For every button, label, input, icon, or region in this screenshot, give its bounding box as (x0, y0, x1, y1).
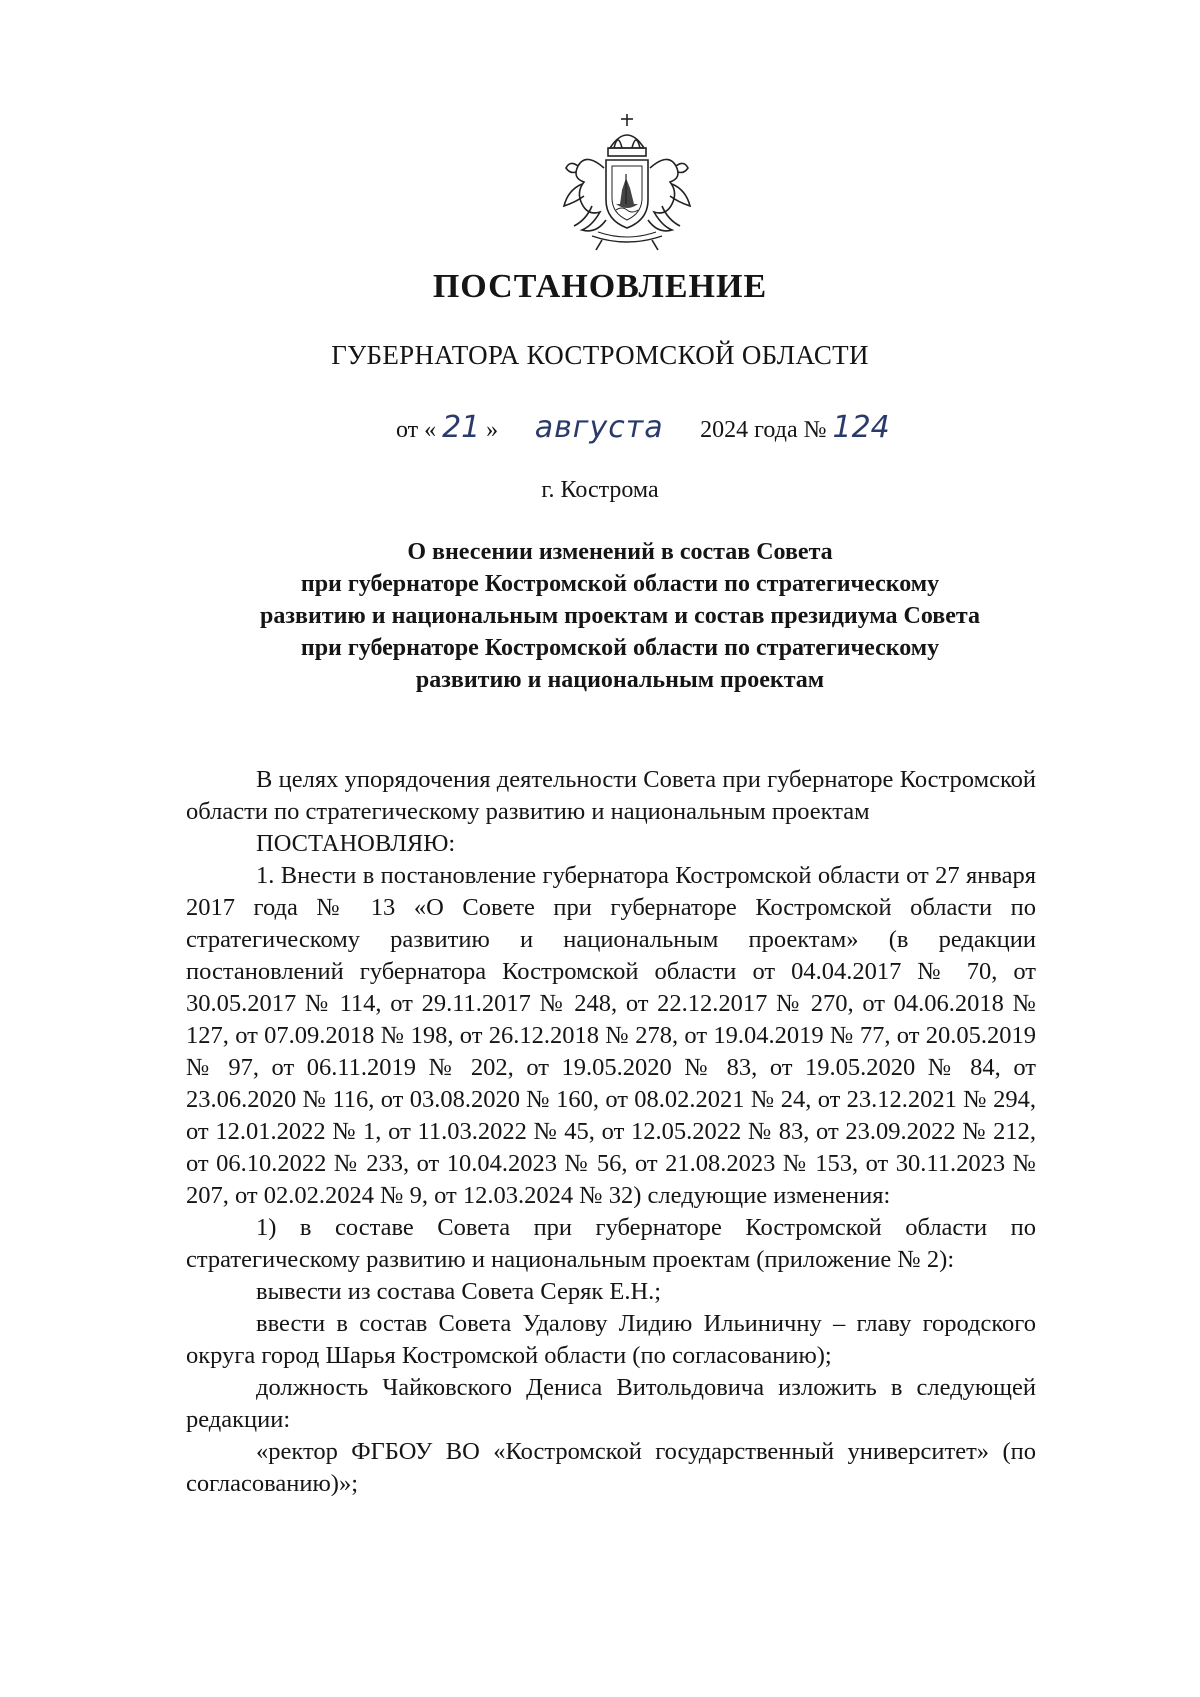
body-paragraph: ввести в состав Совета Удалову Лидию Ильиничну – главу городского округа город Шарья Костромской области (по согласованию); (186, 1310, 1036, 1369)
document-subject-heading (210, 536, 1030, 696)
body-paragraph: 1. Внести в постановление губернатора Костромской области от 27 января 2017 года № 13 «О Совете при губернаторе Костромской области по стратегическому развитию и национальным проектам» (в редакции постановлений губернатора Костромской области от 04.04.2017 № 70, от 30.05.2017 № 114, от 29.11.2017 № 248, от 22.12.2017 № 270, от 04.06.2018 № 127, от 07.09.2018 № 198, от 26.12.2018 № 278, от 19.04.2019 № 77, от 20.05.2019 № 97, от 06.11.2019 № 202, от 19.05.2020 № 83, от 19.05.2020 № 84, от 23.06.2020 № 116, от 03.08.2020 № 160, от 08.02.2021 № 24, от 23.12.2021 № 294, от 12.01.2022 № 1, от 11.03.2022 № 45, от 12.05.2022 № 83, от 23.09.2022 № 212, от 06.10.2022 № 233, от 10.04.2023 № 56, от 21.08.2023 № 153, от 30.11.2023 № 207, от 02.02.2024 № 9, от 12.03.2024 № 32) следующие изменения: (186, 862, 1036, 1209)
kostroma-coat-of-arms-icon (552, 108, 702, 258)
heading-line: развитию и национальным проектам и состав президиума Совета (260, 603, 980, 629)
heading-line: при губернаторе Костромской области по стратегическому (300, 571, 940, 597)
body-paragraph: В целях упорядочения деятельности Совета при губернаторе Костромской области по стратегическому развитию и национальным проектам (186, 766, 1036, 825)
body-paragraph: 1) в составе Совета при губернаторе Костромской области по стратегическому развитию и национальным проектам (приложение № 2): (186, 1214, 1036, 1273)
document-title: ПОСТАНОВЛЕНИЕ (432, 268, 768, 305)
body-paragraph: вывести из состава Совета Серяк Е.Н.; (256, 1278, 662, 1305)
handwritten-day: 21 (442, 410, 481, 445)
body-paragraph: «ректор ФГБОУ ВО «Костромской государственный университет» (по согласованию)»; (186, 1438, 1036, 1497)
date-prefix: от « (396, 417, 437, 443)
handwritten-month: августа (534, 410, 664, 445)
year-and-number-label: 2024 года № (700, 417, 827, 443)
body-paragraph: должность Чайковского Дениса Витольдовича изложить в следующей редакции: (186, 1374, 1036, 1433)
resolution-word: ПОСТАНОВЛЯЮ: (256, 830, 456, 857)
document-body (186, 764, 1036, 1500)
city-line: г. Кострома (541, 477, 659, 503)
date-number-line (396, 410, 903, 445)
heading-line: развитию и национальным проектам (415, 667, 825, 693)
handwritten-number: 124 (832, 410, 890, 445)
date-quote-close: » (486, 417, 499, 443)
issuer-title: ГУБЕРНАТОРА КОСТРОМСКОЙ ОБЛАСТИ (331, 340, 869, 370)
heading-line: при губернаторе Костромской области по стратегическому (300, 635, 940, 661)
heading-line: О внесении изменений в состав Совета (407, 539, 833, 565)
